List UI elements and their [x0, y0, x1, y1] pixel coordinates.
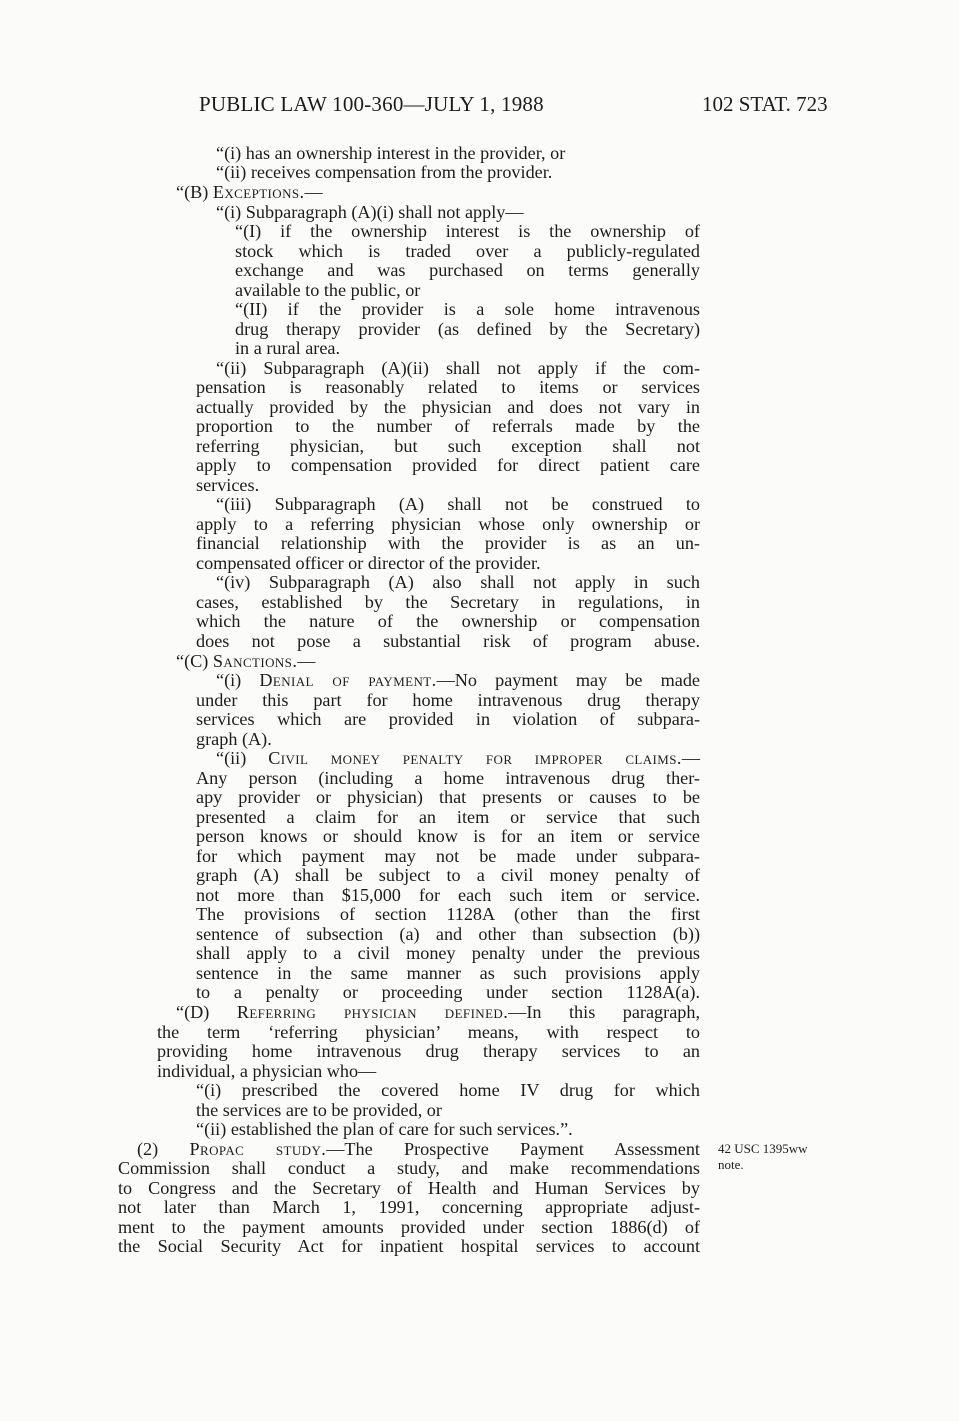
text-line: ment to the payment amounts provided under section 1886(d) of: [118, 1217, 700, 1237]
text-line: “(i) has an ownership interest in the provider, or: [216, 143, 566, 163]
text-line: the services are to be provided, or: [196, 1100, 442, 1120]
text-line: “(C) Sanctions.—: [176, 651, 316, 671]
text-line: the term ‘referring physician’ means, with respect to: [157, 1022, 700, 1042]
text-line: apply to a referring physician whose only ownership or: [196, 514, 700, 534]
text-line: to Congress and the Secretary of Health and Human Services by: [118, 1178, 700, 1198]
text-line: sentence of subsection (a) and other than subsection (b)): [196, 924, 700, 944]
text-line: “(i) Subparagraph (A)(i) shall not apply—: [216, 202, 524, 222]
text-line: person knows or should know is for an item or service: [196, 826, 700, 846]
running-header-stat-page: 102 STAT. 723: [702, 92, 828, 116]
marginal-note-citation: 42 USC 1395ww: [718, 1141, 808, 1156]
text-line: apply to compensation provided for direct patient care: [196, 455, 700, 475]
text-line: apy provider or physician) that presents or causes to be: [196, 787, 700, 807]
text-line: cases, established by the Secretary in regulations, in: [196, 592, 700, 612]
text-line: providing home intravenous drug therapy services to an: [157, 1041, 700, 1061]
text-line: graph (A) shall be subject to a civil money penalty of: [196, 865, 700, 885]
marginal-note-suffix: note.: [718, 1157, 744, 1172]
text-line: “(iii) Subparagraph (A) shall not be construed to: [216, 494, 700, 514]
text-line: “(i) Denial of payment.—No payment may be made: [216, 670, 700, 690]
text-line: referring physician, but such exception shall not: [196, 436, 700, 456]
text-line: in a rural area.: [235, 338, 341, 358]
text-line: proportion to the number of referrals made by the: [196, 416, 700, 436]
text-line: drug therapy provider (as defined by the Secretary): [235, 319, 700, 339]
text-line: not more than $15,000 for each such item or service.: [196, 885, 700, 905]
text-line: Any person (including a home intravenous drug ther-: [196, 768, 700, 788]
text-line: available to the public, or: [235, 280, 421, 300]
text-line: compensated officer or director of the provider.: [196, 553, 541, 573]
text-line: exchange and was purchased on terms generally: [235, 260, 700, 280]
text-line: the Social Security Act for inpatient hospital services to account: [118, 1236, 700, 1256]
text-line: not later than March 1, 1991, concerning appropriate adjust-: [118, 1197, 700, 1217]
section-heading-smallcaps: Referring physician defined.: [236, 1002, 509, 1022]
text-line: individual, a physician who—: [157, 1061, 377, 1081]
text-line: shall apply to a civil money penalty under the previous: [196, 943, 700, 963]
text-line: Commission shall conduct a study, and make recommendations: [118, 1158, 700, 1178]
text-line: “(i) prescribed the covered home IV drug for which: [196, 1080, 700, 1100]
text-line: stock which is traded over a publicly-regulated: [235, 241, 700, 261]
text-line: sentence in the same manner as such provisions apply: [196, 963, 700, 983]
text-line: “(D) Referring physician defined.—In this paragraph,: [176, 1002, 701, 1022]
text-line: under this part for home intravenous drug therapy: [196, 690, 700, 710]
text-line: “(ii) Civil money penalty for improper claims.—: [216, 748, 700, 768]
text-line: (2) Propac study.—The Prospective Payment Assessment: [137, 1139, 700, 1159]
section-heading-smallcaps: Propac study.: [189, 1139, 327, 1159]
text-line: “(I) if the ownership interest is the ownership of: [235, 221, 700, 241]
section-heading-smallcaps: Exceptions.: [212, 182, 305, 202]
text-line: for which payment may not be made under subpara-: [196, 846, 700, 866]
text-line: does not pose a substantial risk of program abuse.: [196, 631, 700, 651]
text-line: “(ii) receives compensation from the provider.: [216, 162, 553, 182]
text-line: services which are provided in violation of subpara-: [196, 709, 700, 729]
text-line: “(iv) Subparagraph (A) also shall not apply in such: [216, 572, 700, 592]
text-line: to a penalty or proceeding under section 1128A(a).: [196, 982, 700, 1002]
text-line: actually provided by the physician and does not vary in: [196, 397, 700, 417]
running-header-title: PUBLIC LAW 100-360—JULY 1, 1988: [199, 92, 544, 116]
text-line: pensation is reasonably related to items or services: [196, 377, 700, 397]
text-line: “(ii) Subparagraph (A)(ii) shall not apply if the com-: [216, 358, 700, 378]
text-line: financial relationship with the provider is as an un-: [196, 533, 700, 553]
text-line: which the nature of the ownership or compensation: [196, 611, 700, 631]
text-line: graph (A).: [196, 729, 272, 749]
text-line: “(B) Exceptions.—: [176, 182, 323, 202]
text-line: services.: [196, 475, 260, 495]
text-line: The provisions of section 1128A (other than the first: [196, 904, 700, 924]
text-line: “(II) if the provider is a sole home intravenous: [235, 299, 700, 319]
text-line: presented a claim for an item or service that such: [196, 807, 700, 827]
section-heading-smallcaps: Civil money penalty for improper claims.: [268, 748, 682, 768]
section-heading-smallcaps: Denial of payment.: [259, 670, 437, 690]
text-line: “(ii) established the plan of care for such services.”.: [196, 1119, 573, 1139]
section-heading-smallcaps: Sanctions.: [212, 651, 298, 671]
